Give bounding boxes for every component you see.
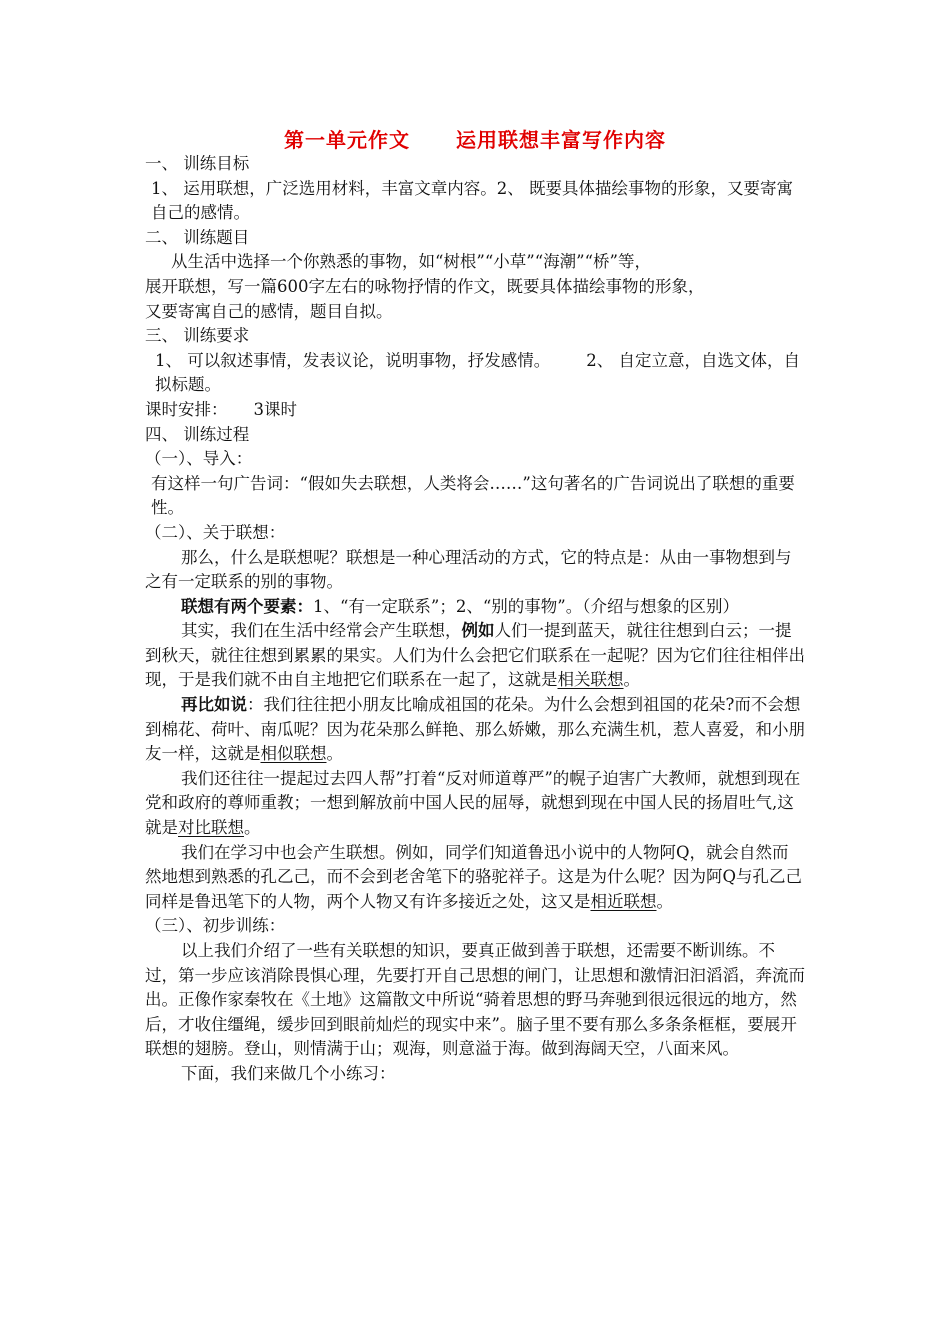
part1-heading: （一）、导入： <box>145 449 253 469</box>
section3-heading: 三、 训练要求 <box>145 326 250 346</box>
near-text: 我们在学习中也会产生联想。例如，同学们知道鲁迅小说中的人物阿Q，就会自然而然地想到熟悉的孔乙己，而不会到老舍笔下的骆驼祥子。这是为什么呢？因为阿Q与孔乙己同样是鲁迅笔下的人物，两个人物又有许多接近之处，这又是 <box>145 842 803 911</box>
related-term: 相关联想 <box>557 670 624 690</box>
schedule-value: 3课时 <box>253 399 297 419</box>
title-part2: 运用联想丰富写作内容 <box>456 128 666 152</box>
title-part1: 第一单元作文 <box>284 128 410 152</box>
section2-line1: 从生活中选择一个你熟悉的事物，如“树根”“小草”“海潮”“桥”等， <box>171 252 651 272</box>
near-term: 相近联想 <box>590 891 657 911</box>
section2-line2: 展开联想，写一篇600字左右的咏物抒情的作文，既要具体描绘事物的形象， <box>145 276 705 296</box>
section3-text <box>145 349 805 398</box>
section1-item2: 2、 既要具体描绘事物的形象，又要寄寓自己的感情。 <box>151 178 793 223</box>
part3-next: 下面，我们来做几个小练习： <box>181 1063 396 1083</box>
section3-item2: 2、 自定立意，自选文体，自拟标题。 <box>155 350 800 395</box>
near-end: 。 <box>656 891 673 911</box>
schedule-line <box>145 398 805 423</box>
elements-bold: 联想有两个要素： <box>181 596 313 616</box>
related-end: 。 <box>623 670 640 690</box>
part2-heading: （二）、关于联想： <box>145 522 286 542</box>
related-paragraph <box>145 619 805 693</box>
section2-heading: 二、 训练题目 <box>145 227 250 247</box>
part1-text: 有这样一句广告词：“假如失去联想，人类将会……”这句著名的广告词说出了联想的重要性。 <box>151 473 795 518</box>
contrast-end: 。 <box>244 818 261 838</box>
contrast-paragraph <box>145 767 805 841</box>
part3-heading: （三）、初步训练： <box>145 916 286 936</box>
section1-text <box>145 177 805 226</box>
similar-bold: 再比如说 <box>181 695 247 715</box>
section1-item1: 1、 运用联想，广泛选用材料，丰富文章内容。 <box>151 178 497 198</box>
section4-heading: 四、 训练过程 <box>145 424 250 444</box>
similar-end: 。 <box>326 744 343 764</box>
near-paragraph <box>145 841 805 915</box>
similar-text: ：我们往往把小朋友比喻成祖国的花朵。为什么会想到祖国的花朵?而不会想到棉花、荷叶、南瓜呢？因为花朵那么鲜艳、那么娇嫩，那么充满生机，惹人喜爱，和小朋友一样，这就是 <box>145 695 805 764</box>
part3-text: 以上我们介绍了一些有关联想的知识，要真正做到善于联想，还需要不断训练。不过，第一步应该消除畏惧心理，先要打开自己思想的闸门，让思想和激情汩汩滔滔，奔流而出。正像作家秦牧在《土地》这篇散文中所说“骑着思想的野马奔驰到很远很远的地方，然后，才收住缰绳，缓步回到眼前灿烂的现实中来”。脑子里不要有那么多条条框框，要展开联想的翅膀。登山，则情满于山；观海，则意溢于海。做到海阔天空，八面来风。 <box>145 941 805 1059</box>
document-body <box>145 152 805 1087</box>
contrast-term: 对比联想 <box>178 818 244 838</box>
related-bold: 例如 <box>461 621 495 641</box>
related-text-a: 其实，我们在生活中经常会产生联想， <box>181 621 462 641</box>
section2-line3: 又要寄寓自己的感情，题目自拟。 <box>145 301 393 321</box>
related-text-b: 人们一提到蓝天，就往往想到白云；一提到秋天，就往往想到累累的果实。人们为什么会把它们联系在一起呢？因为它们往往相伴出现，于是我们就不由自主地把它们联系在一起了，这就是 <box>145 621 805 690</box>
contrast-text: 我们还往往一提起过去四人帮”打着“反对师道尊严”的幌子迫害广大教师，就想到现在党和政府的尊师重教；一想到解放前中国人民的屈辱，就想到现在中国人民的扬眉吐气,这就是 <box>145 768 801 838</box>
part2-text: 那么，什么是联想呢？联想是一种心理活动的方式，它的特点是：从由一事物想到与之有一定联系的别的事物。 <box>145 547 792 592</box>
elements-text: 1、“有一定联系”；2、“别的事物”。（介绍与想象的区别） <box>313 596 739 616</box>
elements-paragraph <box>145 595 805 620</box>
document-title <box>0 124 950 153</box>
similar-term: 相似联想 <box>260 744 327 764</box>
section1-heading: 一、 训练目标 <box>145 154 250 173</box>
similar-paragraph <box>145 693 805 767</box>
section3-item1: 1、 可以叙述事情，发表议论，说明事物，抒发感情。 <box>155 350 551 370</box>
schedule-label: 课时安排： <box>145 399 228 419</box>
